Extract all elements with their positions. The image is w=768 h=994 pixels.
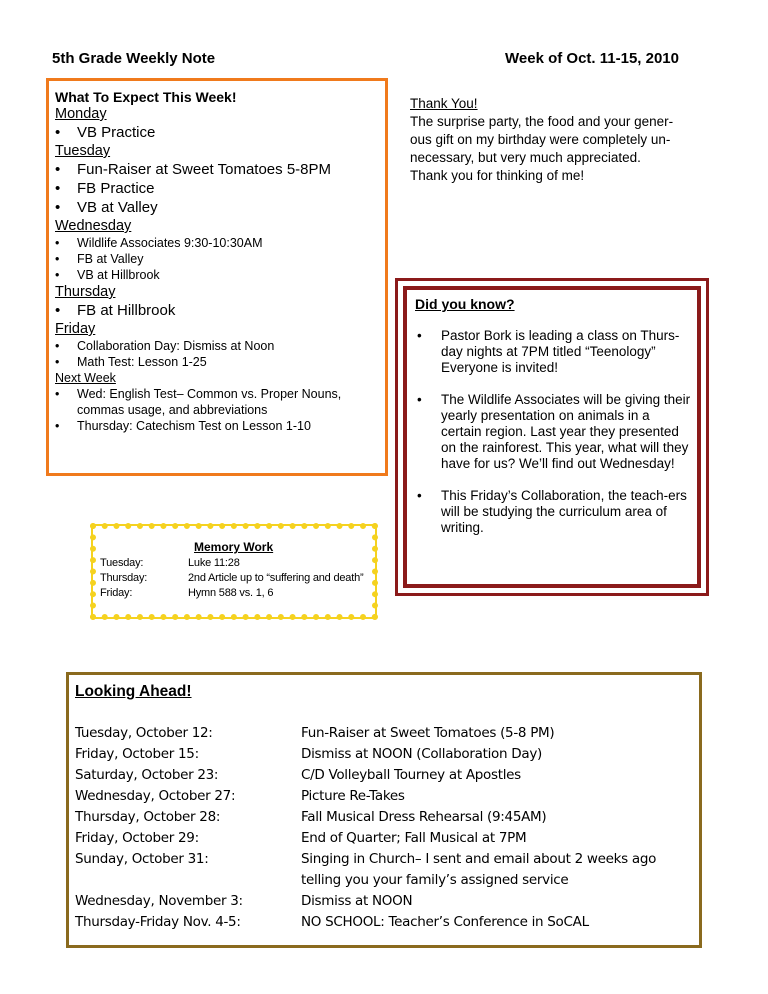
- event-date: Friday, October 29:: [75, 830, 199, 846]
- list-item: • Collaboration Day: Dismiss at Noon: [55, 338, 385, 354]
- what-to-expect-box: [46, 78, 388, 476]
- did-you-know-list: [415, 328, 693, 536]
- event-text: telling you your family’s assigned service: [301, 872, 569, 888]
- event-text: Dismiss at NOON: [301, 893, 413, 909]
- list-item: • Math Test: Lesson 1-25: [55, 354, 385, 370]
- table-row: [75, 914, 589, 930]
- table-row: [75, 809, 546, 825]
- event-date: Thursday-Friday Nov. 4-5:: [75, 914, 241, 930]
- thank-you-line: The surprise party, the food and your gener-: [410, 114, 674, 129]
- event-text: C/D Volleyball Tourney at Apostles: [301, 767, 521, 783]
- event-text: Fall Musical Dress Rehearsal (9:45AM): [301, 809, 547, 825]
- table-row: [75, 746, 542, 762]
- list-item: • VB Practice: [55, 123, 385, 142]
- did-you-know-content: [415, 296, 693, 552]
- list-item: • This Friday’s Collaboration, the teach-ers will be studying the curriculum area of writing.: [415, 488, 693, 536]
- monday-list: [55, 123, 385, 142]
- event-date: Tuesday, October 12:: [75, 725, 213, 741]
- event-text: NO SCHOOL: Teacher’s Conference in SoCAL: [301, 914, 589, 930]
- thank-you-title: Thank You!: [410, 96, 478, 111]
- event-date: Thursday, October 28:: [75, 809, 221, 825]
- list-item: • FB Practice: [55, 179, 385, 198]
- memory-row: [100, 572, 363, 584]
- list-item: • FB at Hillbrook: [55, 301, 385, 320]
- did-you-know-inner-border: [403, 286, 701, 588]
- event-date: Wednesday, November 3:: [75, 893, 243, 909]
- looking-ahead-title: Looking Ahead!: [75, 683, 192, 700]
- event-date: Sunday, October 31:: [75, 851, 209, 867]
- table-row: [75, 767, 521, 783]
- event-text: Fun-Raiser at Sweet Tomatoes (5-8 PM): [301, 725, 555, 741]
- day-wednesday: Wednesday: [55, 218, 132, 234]
- thursday-list: [55, 301, 385, 320]
- memory-row: [100, 587, 273, 599]
- memory-day: Friday:: [100, 587, 133, 599]
- memory-day: Thursday:: [100, 572, 148, 584]
- list-item: • Thursday: Catechism Test on Lesson 1-10: [55, 418, 385, 434]
- day-friday: Friday: [55, 321, 96, 337]
- event-date: Wednesday, October 27:: [75, 788, 236, 804]
- thank-you-line: Thank you for thinking of me!: [410, 168, 585, 183]
- memory-work-title: Memory Work: [194, 540, 274, 554]
- event-text: Picture Re-Takes: [301, 788, 405, 804]
- memory-text: Hymn 588 vs. 1, 6: [188, 587, 274, 599]
- wednesday-list: [55, 235, 385, 283]
- event-date: Saturday, October 23:: [75, 767, 219, 783]
- week-label: Week of Oct. 11-15, 2010: [505, 50, 679, 67]
- memory-work-box: [90, 523, 378, 620]
- memory-text: 2nd Article up to “suffering and death”: [188, 572, 364, 584]
- looking-ahead-box: [66, 672, 702, 948]
- memory-text: Luke 11:28: [188, 557, 240, 569]
- thank-you-note: [410, 95, 700, 185]
- event-text: Dismiss at NOON (Collaboration Day): [301, 746, 542, 762]
- table-row: [75, 851, 656, 867]
- table-row: [75, 893, 412, 909]
- friday-list: [55, 338, 385, 370]
- day-thursday: Thursday: [55, 284, 116, 300]
- table-row: [75, 725, 554, 741]
- memory-day: Tuesday:: [100, 557, 144, 569]
- next-week-heading: Next Week: [55, 371, 116, 385]
- event-text: End of Quarter; Fall Musical at 7PM: [301, 830, 527, 846]
- list-item: • Fun-Raiser at Sweet Tomatoes 5-8PM: [55, 160, 385, 179]
- list-item: • VB at Hillbrook: [55, 267, 385, 283]
- did-you-know-title: Did you know?: [415, 296, 515, 312]
- memory-row: [100, 557, 240, 569]
- what-to-expect-title: What To Expect This Week!: [55, 89, 237, 105]
- next-week-list: [55, 386, 385, 434]
- list-item: • Pastor Bork is leading a class on Thurs-day nights at 7PM titled “Teenology” Everyone is invited!: [415, 328, 693, 376]
- day-monday: Monday: [55, 106, 107, 122]
- table-row: [75, 830, 526, 846]
- event-date: Friday, October 15:: [75, 746, 199, 762]
- page-title: 5th Grade Weekly Note: [52, 50, 216, 67]
- list-item: • Wed: English Test– Common vs. Proper Nouns, commas usage, and abbreviations: [55, 386, 385, 418]
- list-item: • VB at Valley: [55, 198, 385, 217]
- day-tuesday: Tuesday: [55, 143, 111, 159]
- list-item: • Wildlife Associates 9:30-10:30AM: [55, 235, 385, 251]
- tuesday-list: [55, 160, 385, 217]
- list-item: • The Wildlife Associates will be giving their yearly presentation on animals in a certain region. Last year they presented on the rainforest. This year, what will they have for us? We’ll find out Wednesday!: [415, 392, 693, 472]
- thank-you-line: necessary, but very much appreciated.: [410, 150, 641, 165]
- list-item: • FB at Valley: [55, 251, 385, 267]
- event-text: Singing in Church– I sent and email about 2 weeks ago: [301, 851, 657, 867]
- thank-you-line: ous gift on my birthday were completely un-: [410, 132, 671, 147]
- did-you-know-box: [395, 278, 709, 596]
- table-row: [75, 872, 568, 888]
- table-row: [75, 788, 405, 804]
